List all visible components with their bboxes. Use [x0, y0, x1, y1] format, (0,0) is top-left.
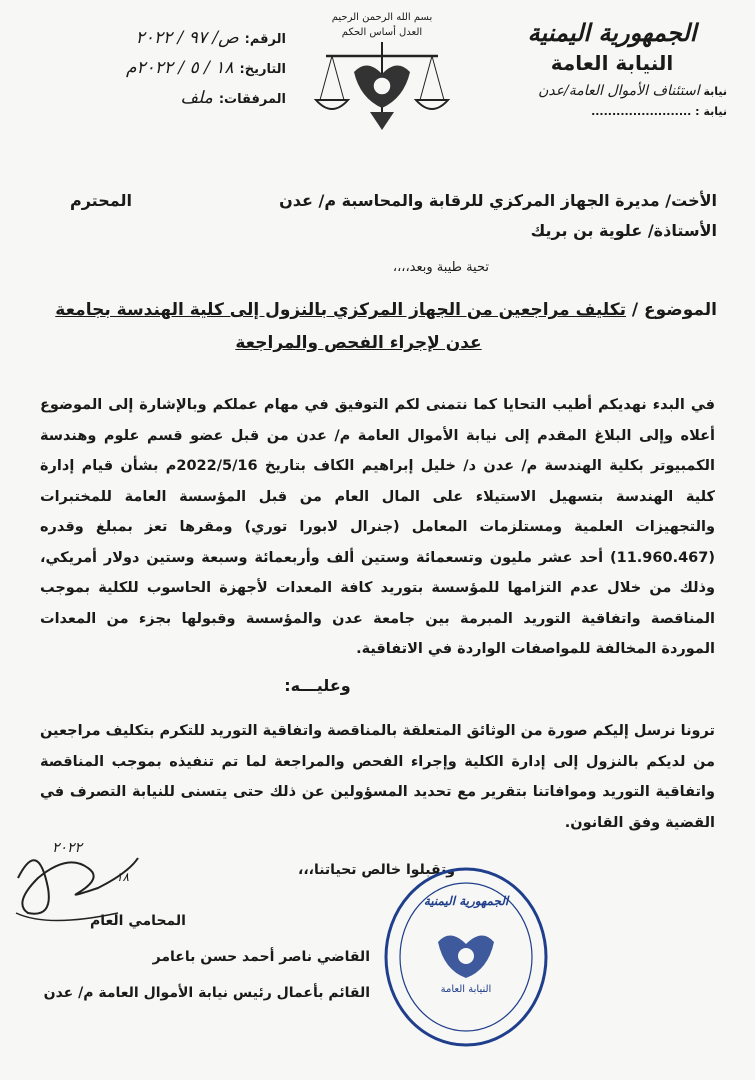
stamp-subtitle: النيابة العامة — [440, 984, 492, 995]
signer-name: القاضي ناصر أحمد حسن باعامر — [152, 949, 370, 965]
republic-title: الجمهورية اليمنية — [527, 18, 697, 47]
scales-eagle-icon — [312, 38, 452, 138]
date-value: ١٨ / ٥ / ٢٠٢٢م — [125, 58, 234, 78]
closing: وتقبلوا خالص تحياتنا،،، — [298, 862, 455, 878]
body-paragraph-1: في البدء نهديكم أطيب التحايا كما نتمنى لكم التوفيق في مهام عملكم وبالإشارة إلى الموضوع أعلاه وإلى البلاغ المقدم إلى نيابة الأموال العامة م/ عدن من قبل عضو قسم علوم وهندسة الكمبيوتر بكلية الهندسة م/ عدن د/ خليل إبراهيم الكاف بتاريخ 2022/5/16م بشأن قيام إدارة كلية الهندسة بتسهيل الاستيلاء على المال العام من قبل المؤسسة العامة للمختبرات والتجهيزات العلمية ومستلزمات المعامل (جنرال لابورا توري) ومقرها تعز بمبلغ وقدره (11.960.467) أحد عشر مليون وتسعمائة وستين ألف وأربعمائة وسبعة وستين دولار أمريكي، وذلك من خلال عدم التزامها للمؤسسة بتوريد كافة المعدات لأجهزة الحاسوب للكلية بموجب المناقصة واتفاقية التوريد المبرمة بين جامعة عدن والمؤسسة وقبولها بجزء من المعدات الموردة المخالفة للمواصفات الواردة في الاتفاقية. — [40, 397, 715, 657]
subject-label: الموضوع / — [631, 300, 717, 320]
office-line-1 — [497, 81, 727, 102]
date-row — [36, 58, 286, 88]
addressee-honorific: المحترم — [70, 191, 132, 210]
stamp-seal-icon — [380, 862, 552, 1052]
prosecution-title: النيابة العامة — [550, 51, 674, 75]
header-left — [36, 28, 286, 118]
addressee-name: الأستاذة/ علوية بن بريك — [530, 221, 717, 240]
attach-label: المرفقات: — [218, 92, 286, 107]
greeting: تحية طيبة وبعد،،،، — [392, 260, 489, 275]
therefore-heading: وعليـــه: — [284, 676, 351, 695]
stamp-title: الجمهورية اليمنية — [423, 894, 509, 908]
signature-date: ٢٠٢٢ — [52, 840, 83, 856]
signer-role: القائم بأعمال رئيس نيابة الأموال العامة م/ عدن — [43, 985, 370, 1001]
subject-text-1: تكليف مراجعين من الجهاز المركزي بالنزول إلى كلية الهندسة بجامعة — [55, 300, 626, 320]
emblem-motto: العدل أساس الحكم — [341, 27, 423, 38]
addressee-line-1 — [70, 186, 717, 216]
attach-value: ملف — [180, 88, 213, 108]
office-line-1-value: استئناف الأموال العامة/عدن — [538, 83, 700, 99]
ref-label: الرقم: — [244, 32, 286, 47]
subject-text-2: عدن لإجراء الفحص والمراجعة — [235, 333, 482, 353]
ref-row — [36, 28, 286, 58]
ref-value: ص/ ٩٧ / ٢٠٢٢ — [135, 28, 239, 48]
attach-row — [36, 88, 286, 118]
emblem-basmala: بسم الله الرحمن الرحيم — [331, 12, 433, 23]
signature-day: ١٨ — [116, 870, 129, 884]
office-line-2-label: نيابة — [703, 105, 727, 118]
subject-line-1 — [40, 294, 717, 326]
header-right — [497, 18, 727, 122]
official-stamp — [380, 862, 552, 1052]
addressee-title: الأخت/ مديرة الجهاز المركزي للرقابة والمحاسبة م/ عدن — [279, 191, 717, 210]
signer-title: المحامي العام — [90, 913, 186, 929]
subject — [40, 294, 717, 360]
addressee — [70, 186, 717, 246]
office-line-1-label: نيابة — [703, 85, 727, 98]
date-label: التاريخ: — [239, 62, 286, 77]
office-line-2: نيابة : ........................ — [591, 105, 727, 118]
body-paragraph-2: ترونا نرسل إليكم صورة من الوثائق المتعلقة بالمناقصة واتفاقية التوريد للتكرم بتكليف مراجعين من لديكم بالنزول إلى إدارة الكلية وإجراء الفحص والمراجعة لما تم تنفيذه بموجب المناقصة واتفاقية التوريد وموافاتنا بتقرير مع تحديد المسؤولين عن ذلك حتى يتسنى للنيابة التصرف في القضية وفق القانون. — [39, 723, 715, 831]
state-emblem — [312, 12, 452, 152]
